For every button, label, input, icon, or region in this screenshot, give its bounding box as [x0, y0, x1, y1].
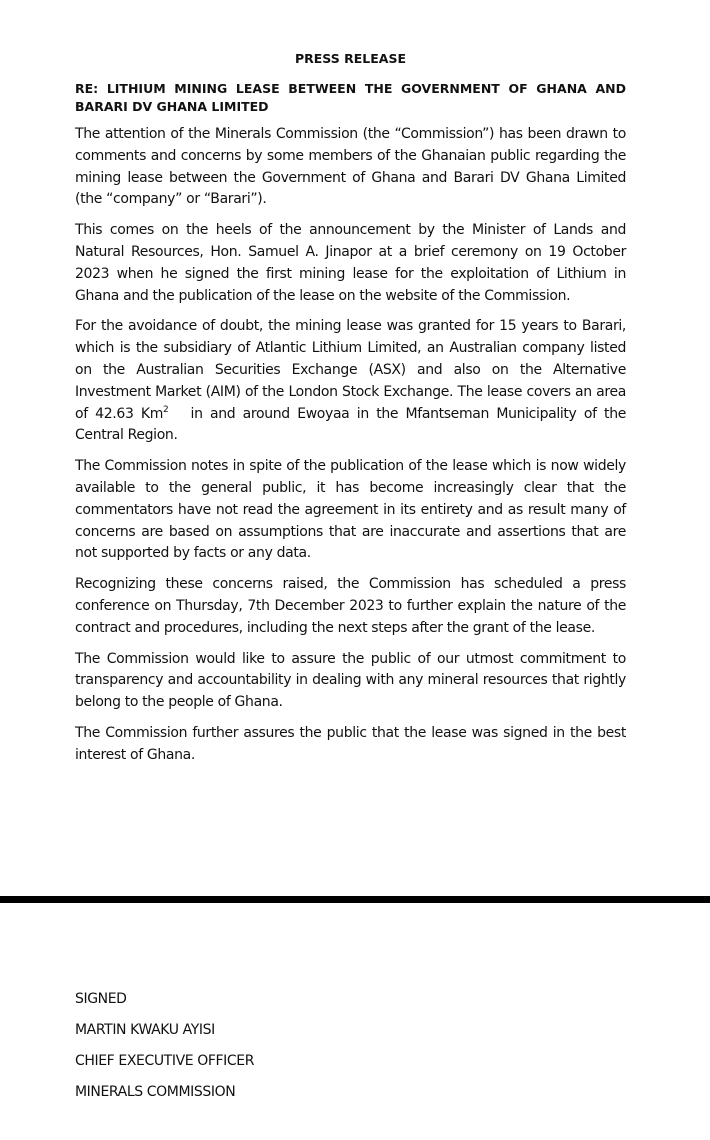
lease-details-text: For the avoidance of doubt, the mining lease was granted for 15 years to Barari, which is the subsidiary of Atlantic Lithium Limited, an Australian company listed on the Australian Securities Exchange (ASX) and also on the Alternative Investment Market (AIM) of the London Stock Exchange. The lease covers an area of 42.63 Km: [75, 318, 626, 422]
document-title: PRESS RELEASE: [294, 51, 406, 66]
document-subject: RE: LITHIUM MINING LEASE BETWEEN THE GOVERNMENT OF GHANA AND BARARI DV GHANA LIMITED: [75, 81, 626, 114]
signed-label: SIGNED: [75, 991, 127, 1007]
paragraph-best-interest: The Commission further assures the public that the lease was signed in the best interest of Ghana.: [75, 724, 626, 763]
signatory-name: MARTIN KWAKU AYISI: [75, 1022, 215, 1038]
paragraph-press-conference: Recognizing these concerns raised, the Commission has scheduled a press conference on Thursday, 7th December 2023 to further explain the nature of the contract and procedures, including the next steps after the grant of the lease.: [75, 576, 626, 636]
squared-superscript: 2: [163, 404, 169, 415]
signature-block: [75, 989, 254, 1113]
signatory-position: CHIEF EXECUTIVE OFFICER: [75, 1053, 255, 1069]
paragraph-announcement: This comes on the heels of the announcement by the Minister of Lands and Natural Resources, Hon. Samuel A. Jinapor at a brief ceremony on 19 October 2023 when he signed the first mining lease for the exploitation of Lithium in Ghana and the publication of the lease on the website of the Commission.: [75, 222, 626, 304]
paragraph-assurance: The Commission would like to assure the public of our utmost commitment to transparency and accountability in dealing with any mineral resources that rightly belong to the people of Ghana.: [75, 650, 626, 711]
lease-location-text: in and around Ewoyaa in the Mfantseman Municipality of the Central Region.: [75, 405, 631, 444]
paragraph-attention: The attention of the Minerals Commission (the “Commission”) has been drawn to comments and concerns by some members of the Ghanaian public regarding the mining lease between the Government of Ghana and Barari DV Ghana Limited (the “company” or “Barari”).: [75, 126, 626, 208]
horizontal-divider: [0, 896, 710, 903]
press-release-body: [75, 50, 631, 776]
paragraph-commission-notes: The Commission notes in spite of the publication of the lease which is now widely available to the general public, it has become increasingly clear that the commentators have not read the agreement in its entirety and as result many of concerns are based on assumptions that are inaccurate and assertions that are not supported by facts or any data.: [75, 458, 626, 562]
paragraph-avoidance-of-doubt: [75, 316, 631, 447]
signatory-organization: MINERALS COMMISSION: [75, 1084, 236, 1100]
